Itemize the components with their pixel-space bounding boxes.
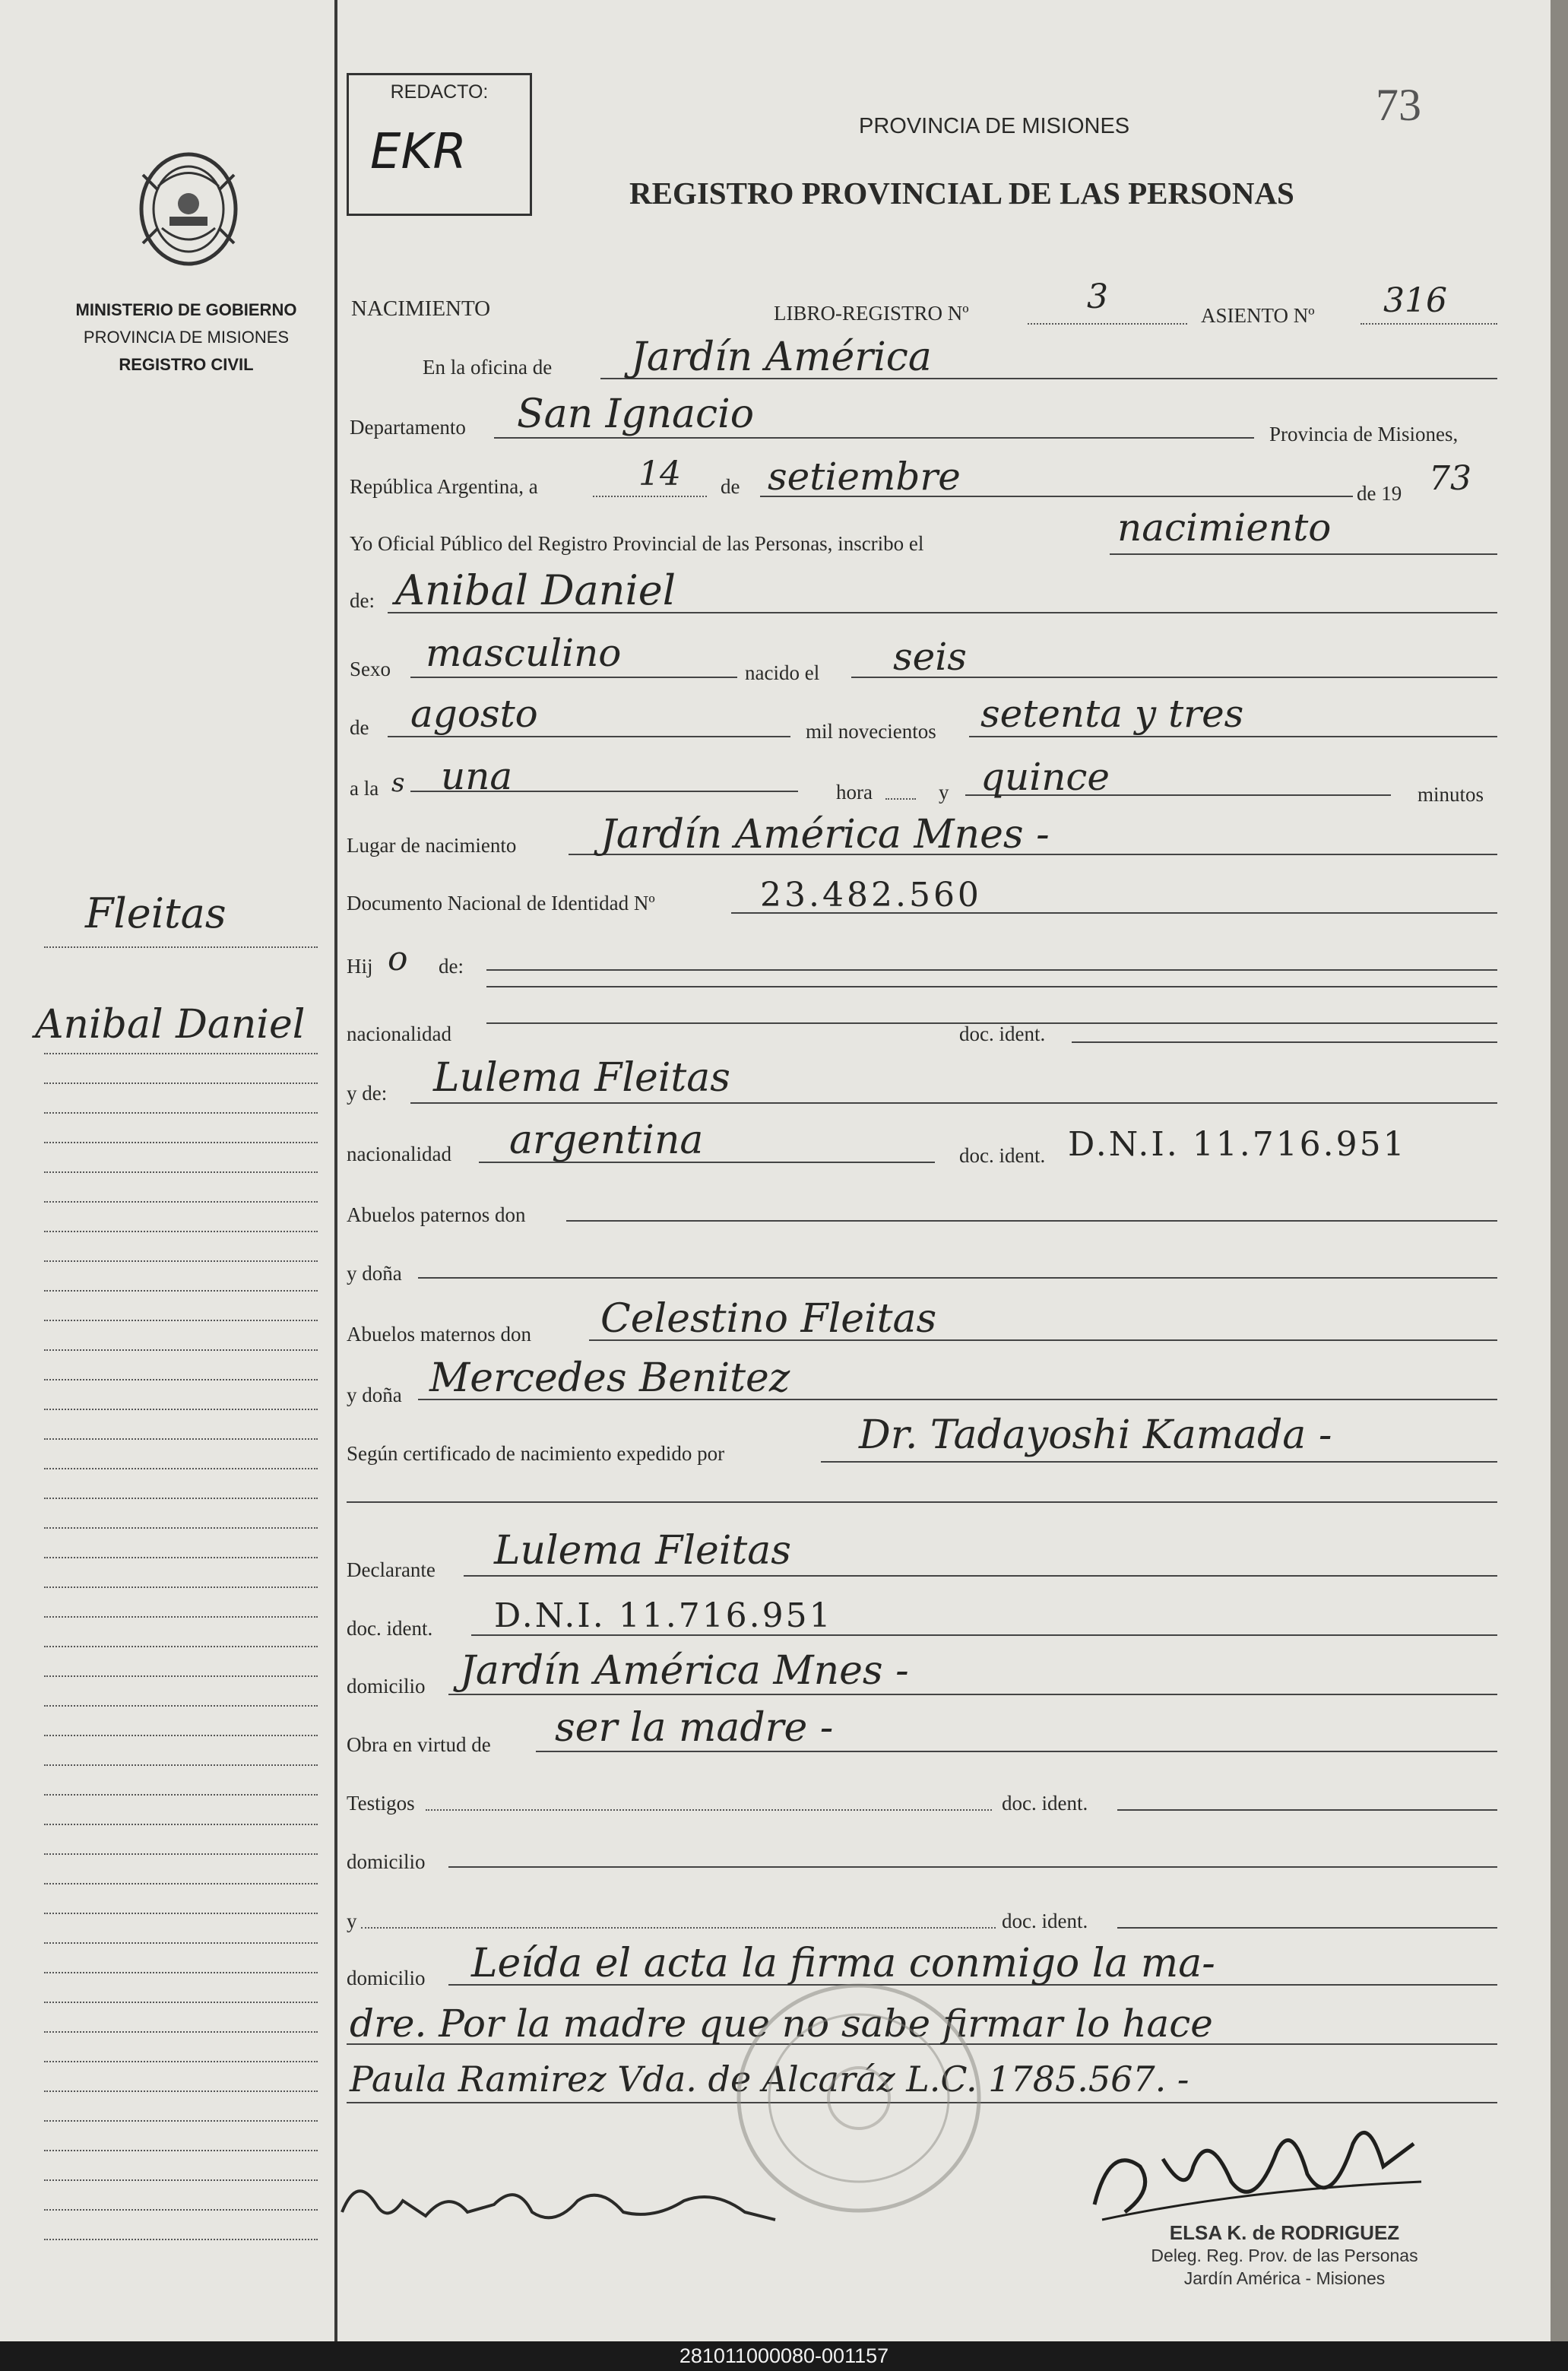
hij-value: o <box>388 940 408 978</box>
ministry-line-2: PROVINCIA DE MISIONES <box>83 328 290 347</box>
obra-label: Obra en virtud de <box>347 1733 491 1756</box>
madre-value: Lulema Fleitas <box>433 1055 730 1101</box>
margin-ruled-line <box>44 2239 318 2240</box>
a-la-label: a la <box>350 777 379 800</box>
margin-ruled-line <box>44 2061 318 2062</box>
oficina-label: En la oficina de <box>423 356 553 379</box>
ministry-line-3: REGISTRO CIVIL <box>119 355 254 374</box>
nacimiento-label: NACIMIENTO <box>351 296 491 321</box>
abuela-paterna-label: y doña <box>347 1262 402 1285</box>
sexo-value: masculino <box>426 631 622 675</box>
margin-ruled-line <box>44 2031 318 2033</box>
nacido-value: seis <box>893 635 967 679</box>
minutos-label: minutos <box>1418 783 1484 806</box>
oficina-value: Jardín América <box>631 334 932 380</box>
margin-ruled-line <box>44 1913 318 1914</box>
margin-ruled-line <box>44 1468 318 1469</box>
madre-y-de-label: y de: <box>347 1082 388 1105</box>
notes-line-3: Paula Ramirez Vda. de Alcaráz L.C. 1785.567. - <box>350 2059 1189 2100</box>
domicilio-label: domicilio <box>347 1675 426 1697</box>
year-value: 73 <box>1429 459 1471 498</box>
margin-ruled-line <box>44 1646 318 1647</box>
hora-label: hora <box>836 781 873 804</box>
certificado-value: Dr. Tadayoshi Kamada - <box>859 1412 1332 1458</box>
domicilio-value: Jardín América Mnes - <box>460 1648 909 1694</box>
page-edge <box>1551 0 1568 2371</box>
nacido-label: nacido el <box>745 661 820 684</box>
margin-ruled-line <box>44 1972 318 1973</box>
month-value: setiembre <box>768 455 961 499</box>
registry-title: REGISTRO PROVINCIAL DE LAS PERSONAS <box>629 176 1294 211</box>
abuelos-maternos-label: Abuelos maternos don <box>347 1323 531 1346</box>
witness-signature-icon <box>334 2159 790 2243</box>
testigos-label: Testigos <box>347 1792 415 1815</box>
margin-ruled-line <box>44 1142 318 1143</box>
day-value: 14 <box>638 455 681 493</box>
padre-nacionalidad-label: nacionalidad <box>347 1022 451 1045</box>
libro-value: 3 <box>1087 277 1108 316</box>
margin-ruled-line <box>44 1171 318 1173</box>
madre-nacionalidad-value: argentina <box>509 1117 704 1163</box>
margin-ruled-line <box>44 1616 318 1618</box>
margin-ruled-line <box>44 1379 318 1380</box>
declarante-doc-value: D.N.I. 11.716.951 <box>494 1596 833 1635</box>
month-de-label: de <box>721 475 740 498</box>
declarante-doc-label: doc. ident. <box>347 1617 433 1640</box>
margin-ruled-line <box>44 1586 318 1588</box>
minutes-y-label: y <box>939 781 949 804</box>
testigo2-y-label: y <box>347 1910 357 1932</box>
departamento-value: San Ignacio <box>517 391 755 437</box>
testigo2-doc-label: doc. ident. <box>1002 1910 1088 1932</box>
margin-ruled-line <box>44 1320 318 1321</box>
certificado-label: Según certificado de nacimiento expedido por <box>347 1442 725 1465</box>
margin-ruled-line <box>44 1527 318 1529</box>
declarante-label: Declarante <box>347 1558 436 1581</box>
redacto-label: REDACTO: <box>390 81 489 103</box>
mes-nac-value: agosto <box>410 692 538 736</box>
republica-label: República Argentina, a <box>350 475 538 498</box>
inscribo-value: nacimiento <box>1117 506 1332 550</box>
a-la-value: s <box>391 768 405 798</box>
province-heading: PROVINCIA DE MISIONES <box>859 114 1130 138</box>
redacto-value: EKR <box>370 124 467 180</box>
declarante-value: Lulema Fleitas <box>494 1528 791 1574</box>
abuela-materna-value: Mercedes Benitez <box>429 1355 790 1401</box>
oficial-text: Yo Oficial Público del Registro Provincial de las Personas, inscribo el <box>350 532 924 555</box>
ministry-line-1: MINISTERIO DE GOBIERNO <box>75 300 297 319</box>
margin-ruled-line <box>44 1290 318 1292</box>
madre-doc-label: doc. ident. <box>959 1144 1046 1167</box>
dni-value: 23.482.560 <box>760 876 982 914</box>
libro-label: LIBRO-REGISTRO Nº <box>774 302 969 325</box>
official-title-1: Deleg. Reg. Prov. de las Personas <box>1151 2246 1418 2265</box>
hora-value: una <box>441 754 513 798</box>
redacto-box <box>347 73 532 216</box>
lugar-label: Lugar de nacimiento <box>347 834 517 857</box>
margin-ruled-line <box>44 2150 318 2151</box>
document-id: 281011000080-001157 <box>0 2341 1568 2371</box>
mil-label: mil novecientos <box>806 720 936 743</box>
margin-ruled-line <box>44 1112 318 1114</box>
obra-value: ser la madre - <box>555 1705 834 1751</box>
mes-de-label: de <box>350 716 369 739</box>
margin-ruled-line <box>44 1824 318 1825</box>
padre-doc-label: doc. ident. <box>959 1022 1046 1045</box>
margin-ruled-line <box>44 1260 318 1262</box>
minutos-value: quince <box>980 755 1110 799</box>
margin-ruled-line <box>44 1764 318 1766</box>
margin-ruled-line <box>44 1883 318 1884</box>
margin-ruled-line <box>44 1794 318 1796</box>
asiento-label: ASIENTO Nº <box>1201 304 1315 327</box>
notes-line-1: Leída el acta la firma conmigo la ma- <box>471 1941 1215 1986</box>
margin-ruled-line <box>44 2209 318 2211</box>
hij-label: Hij <box>347 955 373 978</box>
coat-of-arms-icon <box>128 144 249 274</box>
nombre-value: Anibal Daniel <box>395 566 676 614</box>
asiento-value: 316 <box>1383 281 1447 320</box>
year-prefix: de 19 <box>1357 482 1402 505</box>
anio-nac-value: setenta y tres <box>980 692 1244 736</box>
abuelos-paternos-label: Abuelos paternos don <box>347 1203 526 1226</box>
margin-divider <box>334 0 337 2341</box>
official-title-2: Jardín América - Misiones <box>1183 2268 1386 2288</box>
official-name-block <box>1106 2221 1463 2290</box>
margin-ruled-line <box>44 1231 318 1232</box>
margin-ruled-line <box>44 1705 318 1707</box>
margin-ruled-line <box>44 2002 318 2003</box>
lugar-value: Jardín América Mnes - <box>600 812 1050 857</box>
testigo1-doc-label: doc. ident. <box>1002 1792 1088 1815</box>
margin-ruled-line <box>44 1438 318 1440</box>
testigo1-domicilio-label: domicilio <box>347 1850 426 1873</box>
abuela-materna-label: y doña <box>347 1384 402 1406</box>
margin-given-names: Anibal Daniel <box>35 1002 306 1048</box>
hij-de-label: de: <box>439 955 464 978</box>
margin-ruled-line <box>44 2120 318 2122</box>
official-name: ELSA K. de RODRIGUEZ <box>1169 2221 1400 2244</box>
margin-ruled-line <box>44 1735 318 1736</box>
margin-ruled-line <box>44 1675 318 1677</box>
madre-doc-value: D.N.I. 11.716.951 <box>1068 1125 1407 1164</box>
margin-ruled-line <box>44 1557 318 1558</box>
margin-ruled-line <box>44 2179 318 2181</box>
margin-ruled-line <box>44 1349 318 1351</box>
nombre-de-label: de: <box>350 589 375 612</box>
margin-ruled-line <box>44 1082 318 1084</box>
margin-surname: Fleitas <box>85 889 226 937</box>
dni-label: Documento Nacional de Identidad Nº <box>347 892 655 914</box>
margin-ruled-line <box>44 1409 318 1410</box>
sexo-label: Sexo <box>350 658 391 680</box>
margin-ruled-line <box>44 1498 318 1499</box>
ministry-block <box>30 296 342 379</box>
madre-nacionalidad-label: nacionalidad <box>347 1143 451 1165</box>
margin-ruled-line <box>44 1942 318 1944</box>
testigo2-domicilio-label: domicilio <box>347 1967 426 1989</box>
folio-number: 73 <box>1376 80 1421 130</box>
margin-ruled-line <box>44 2090 318 2092</box>
margin-ruled-line <box>44 1053 318 1054</box>
notes-line-2: dre. Por la madre que no sabe firmar lo hace <box>350 2002 1213 2046</box>
margin-ruled-line <box>44 1853 318 1855</box>
provincia-label: Provincia de Misiones, <box>1269 423 1459 445</box>
margin-ruled-line <box>44 1201 318 1203</box>
departamento-label: Departamento <box>350 416 466 439</box>
abuelo-materno-value: Celestino Fleitas <box>600 1296 937 1342</box>
